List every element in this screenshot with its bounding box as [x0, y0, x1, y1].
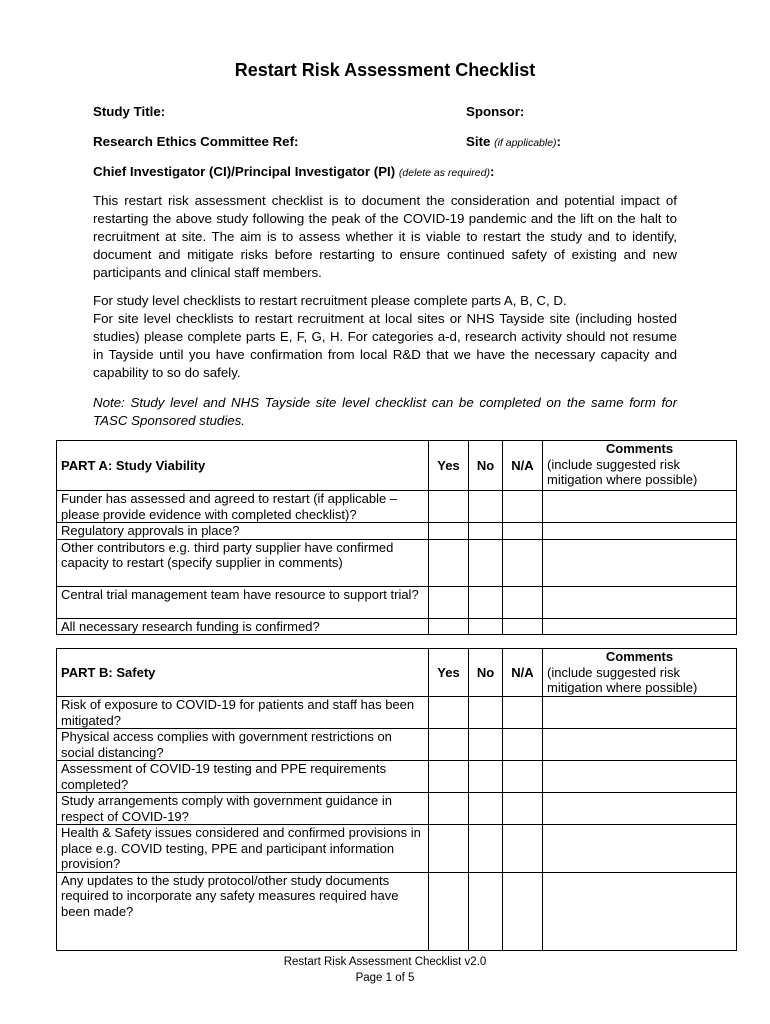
no-header: No: [469, 649, 503, 697]
ci-label: Chief Investigator (CI)/Principal Investigator (PI): [93, 164, 396, 179]
na-cell[interactable]: [503, 491, 543, 523]
sponsor-label: Sponsor:: [466, 104, 525, 119]
table-row: [57, 586, 737, 618]
comments-title: Comments: [605, 649, 674, 664]
comment-cell[interactable]: [543, 872, 737, 950]
question-cell: Regulatory approvals in place?: [57, 523, 429, 540]
na-cell[interactable]: [503, 872, 543, 950]
yes-cell[interactable]: [429, 761, 469, 793]
rec-ref-label: Research Ethics Committee Ref:: [93, 134, 299, 149]
part-a-table: [56, 440, 737, 635]
na-cell[interactable]: [503, 761, 543, 793]
no-cell[interactable]: [469, 539, 503, 586]
no-cell[interactable]: [469, 697, 503, 729]
instructions-paragraph: [93, 292, 677, 382]
footer-page-number: Page 1 of 5: [355, 972, 415, 984]
comment-cell[interactable]: [543, 523, 737, 540]
yes-cell[interactable]: [429, 523, 469, 540]
part-a-heading: PART A: Study Viability: [57, 441, 429, 491]
na-cell[interactable]: [503, 523, 543, 540]
yes-header: Yes: [429, 649, 469, 697]
site-note: (if applicable): [494, 137, 557, 149]
no-cell[interactable]: [469, 586, 503, 618]
question-cell: Other contributors e.g. third party supplier have confirmed capacity to restart (specify supplier in comments): [57, 539, 429, 586]
table-row: [57, 618, 737, 635]
table-row: [57, 729, 737, 761]
question-cell: Physical access complies with government restrictions on social distancing?: [57, 729, 429, 761]
yes-cell[interactable]: [429, 697, 469, 729]
question-cell: Funder has assessed and agreed to restart (if applicable – please provide evidence with completed checklist)?: [57, 491, 429, 523]
yes-cell[interactable]: [429, 872, 469, 950]
table-row: [57, 761, 737, 793]
yes-cell[interactable]: [429, 825, 469, 873]
na-header: N/A: [503, 441, 543, 491]
na-cell[interactable]: [503, 586, 543, 618]
ci-note: (delete as required): [398, 167, 490, 179]
comment-cell[interactable]: [543, 793, 737, 825]
comment-cell[interactable]: [543, 586, 737, 618]
no-header: No: [469, 441, 503, 491]
no-cell[interactable]: [469, 793, 503, 825]
no-cell[interactable]: [469, 872, 503, 950]
study-title-label: Study Title:: [93, 104, 166, 119]
comment-cell[interactable]: [543, 729, 737, 761]
table-row: [57, 523, 737, 540]
footer-version: Restart Risk Assessment Checklist v2.0: [283, 956, 487, 968]
site-field: [466, 134, 561, 149]
na-cell[interactable]: [503, 793, 543, 825]
part-b-header-row: [57, 649, 737, 697]
no-cell[interactable]: [469, 729, 503, 761]
yes-cell[interactable]: [429, 793, 469, 825]
intro-paragraph: This restart risk assessment checklist is to document the consideration and potential impact of restarting the above study following the peak of the COVID-19 pandemic and the lift on the halt to recruitment at site. The aim is to assess whether it is viable to restart the study and to identify, document and mitigate risks before restarting to ensure continued safety of existing and new participants and clinical staff members.: [93, 193, 677, 280]
na-cell[interactable]: [503, 729, 543, 761]
na-cell[interactable]: [503, 697, 543, 729]
comments-header: [543, 441, 737, 491]
question-cell: Risk of exposure to COVID-19 for patients and staff has been mitigated?: [57, 697, 429, 729]
question-cell: All necessary research funding is confirmed?: [57, 618, 429, 635]
question-cell: Health & Safety issues considered and confirmed provisions in place e.g. COVID testing, PPE and participant information provision?: [57, 825, 429, 873]
yes-cell[interactable]: [429, 618, 469, 635]
no-cell[interactable]: [469, 825, 503, 873]
na-header: N/A: [503, 649, 543, 697]
comments-header: [543, 649, 737, 697]
instructions-study-level: For study level checklists to restart recruitment please complete parts A, B, C, D.: [93, 293, 567, 308]
part-b-heading: PART B: Safety: [57, 649, 429, 697]
na-cell[interactable]: [503, 539, 543, 586]
comment-cell[interactable]: [543, 491, 737, 523]
note-paragraph: Note: Study level and NHS Tayside site level checklist can be completed on the same form for TASC Sponsored studies.: [93, 395, 677, 428]
no-cell[interactable]: [469, 618, 503, 635]
no-cell[interactable]: [469, 523, 503, 540]
yes-cell[interactable]: [429, 491, 469, 523]
question-cell: Any updates to the study protocol/other study documents required to incorporate any safety measures required have been made?: [57, 872, 429, 950]
page-title: Restart Risk Assessment Checklist: [234, 60, 536, 80]
site-colon: :: [556, 134, 561, 149]
comment-cell[interactable]: [543, 618, 737, 635]
instructions-site-level: For site level checklists to restart recruitment at local sites or NHS Tayside site (including hosted studies) please complete parts E, F, G, H. For categories a-d, research activity should not resume in Tayside until you have confirmation from local R&D that we have the necessary capacity and capability to so do safely.: [93, 311, 677, 380]
comments-subtitle: (include suggested risk mitigation where possible): [547, 664, 698, 695]
yes-header: Yes: [429, 441, 469, 491]
site-label: Site: [466, 134, 491, 149]
yes-cell[interactable]: [429, 729, 469, 761]
comment-cell[interactable]: [543, 761, 737, 793]
comment-cell[interactable]: [543, 825, 737, 873]
footer: [0, 954, 770, 986]
comments-subtitle: (include suggested risk mitigation where possible): [547, 456, 698, 487]
question-cell: Assessment of COVID-19 testing and PPE requirements completed?: [57, 761, 429, 793]
na-cell[interactable]: [503, 618, 543, 635]
yes-cell[interactable]: [429, 539, 469, 586]
no-cell[interactable]: [469, 761, 503, 793]
question-cell: Study arrangements comply with government guidance in respect of COVID-19?: [57, 793, 429, 825]
comment-cell[interactable]: [543, 539, 737, 586]
table-row: [57, 491, 737, 523]
table-row: [57, 793, 737, 825]
comment-cell[interactable]: [543, 697, 737, 729]
yes-cell[interactable]: [429, 586, 469, 618]
part-a-header-row: [57, 441, 737, 491]
no-cell[interactable]: [469, 491, 503, 523]
na-cell[interactable]: [503, 825, 543, 873]
table-row: [57, 872, 737, 950]
ci-field: [93, 164, 494, 179]
table-row: [57, 697, 737, 729]
table-row: [57, 825, 737, 873]
part-b-table: [56, 648, 737, 951]
table-row: [57, 539, 737, 586]
ci-colon: :: [489, 164, 495, 179]
comments-title: Comments: [605, 441, 674, 456]
question-cell: Central trial management team have resource to support trial?: [57, 586, 429, 618]
